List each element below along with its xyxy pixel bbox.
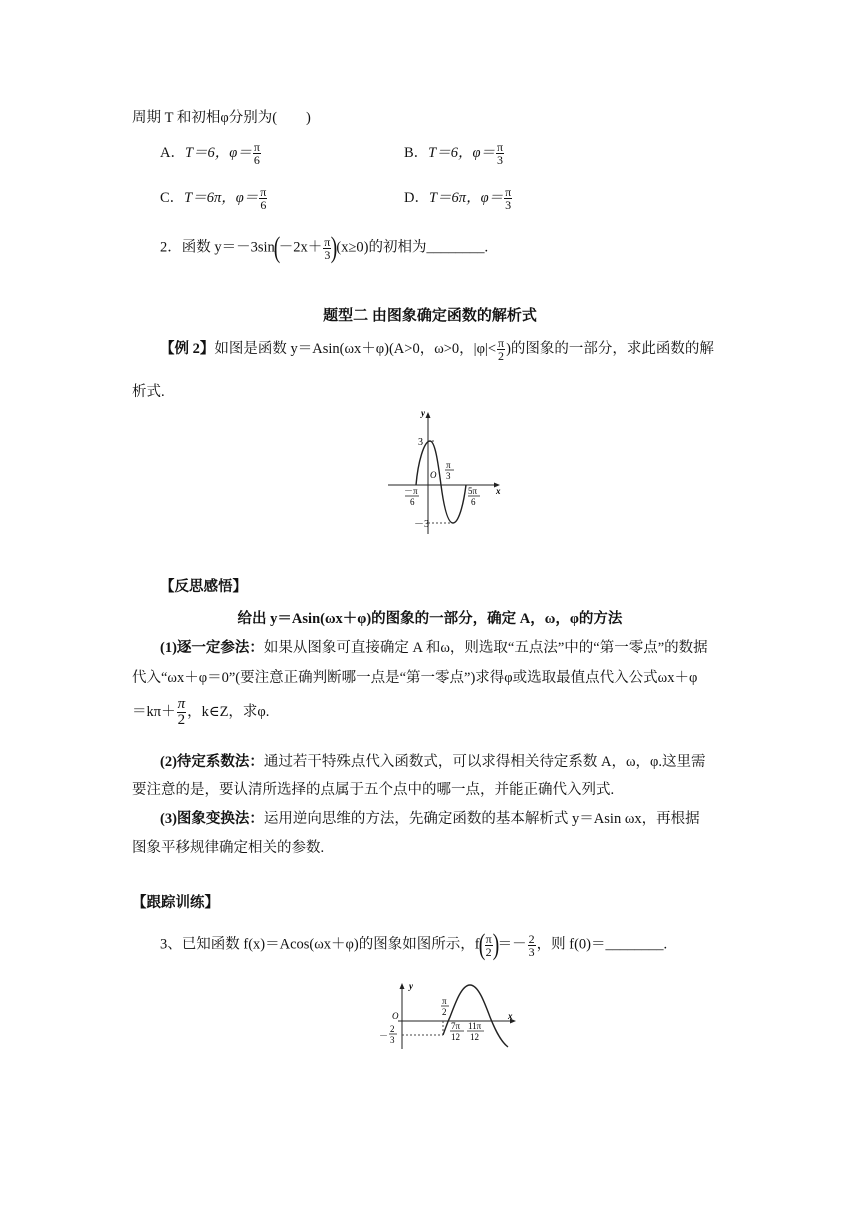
neg-pi-6-num: －π (404, 486, 418, 496)
pi-3-num: π (446, 460, 451, 470)
five-pi-6-num: 5π (468, 486, 478, 496)
max-label: 3 (418, 437, 423, 448)
sine-graph-figure (384, 406, 508, 536)
min-label: －3 (414, 519, 429, 530)
q1-stem: 周期 T 和初相φ分别为( ) (132, 110, 311, 126)
neg-2-3-sign: － (379, 1031, 389, 1041)
option-b: B．T＝6，φ＝ $\frac{\pi}{3}$ (404, 140, 504, 168)
q3: 3、已知函数 f(x)＝Acos(ωx＋φ)的图象如图所示，f( $\frac{\pi}{2}$ )＝－ $\frac{2}{3}$ ，则 f(0)＝________. (160, 928, 668, 961)
sine-curve (416, 441, 466, 523)
pi-3-den: 3 (446, 471, 451, 481)
neg-2-3-num: 2 (390, 1024, 395, 1034)
track-title: 【跟踪训练】 (132, 895, 219, 911)
method-3: (3)图象变换法：运用逆向思维的方法，先确定函数的基本解析式 y＝Asin ωx，再根据 (160, 811, 700, 827)
method-1-line2: 代入“ωx＋φ＝0”(要注意正确判断哪一点是“第一零点”)求得φ或选取最值点代入公式ωx＋φ (132, 670, 698, 686)
y-axis-arrow (400, 983, 405, 989)
reflect-title: 【反思感悟】 (160, 579, 247, 595)
pi-2-den: 2 (442, 1007, 447, 1017)
example-2-line2: 析式. (132, 384, 165, 400)
option-d: D．T＝6π，φ＝ $\frac{\pi}{3}$ (404, 185, 512, 213)
eleven-pi-12-den: 12 (470, 1032, 479, 1042)
method-1: (1)逐一定参法：如果从图象可直接确定 A 和ω，则选取“五点法”中的“第一零点”的数据 (160, 640, 708, 656)
origin-label: O (392, 1011, 399, 1021)
y-label: y (409, 981, 413, 991)
method-2-line2: 要注意的是，要认清所选择的点属于五个点中的哪一点，并能正确代入列式. (132, 782, 615, 798)
option-c: C．T＝6π，φ＝ $\frac{\pi}{6}$ (160, 185, 267, 213)
seven-pi-12-num: 7π (451, 1021, 461, 1031)
origin-label: O (430, 470, 437, 480)
y-axis-arrow (426, 412, 431, 418)
seven-pi-12-den: 12 (451, 1032, 460, 1042)
method-1-line3: ＝kπ＋ $\frac{\pi}{2}$ ，k∈Z，求φ. (132, 696, 270, 728)
neg-pi-6-den: 6 (410, 497, 415, 507)
eleven-pi-12-num: 11π (468, 1021, 482, 1031)
option-a: A．T＝6，φ＝ $\frac{\pi}{6}$ (160, 140, 260, 168)
method-2: (2)待定系数法：通过若干特殊点代入函数式，可以求得相关待定系数 A，ω，φ.这里需 (160, 754, 706, 770)
neg-2-3-den: 3 (390, 1035, 395, 1045)
pi-2-num: π (442, 996, 447, 1006)
method-3-line2: 图象平移规律确定相关的参数. (132, 840, 325, 856)
x-label: x (508, 1011, 513, 1021)
method-title: 给出 y＝Asin(ωx＋φ)的图象的一部分，确定 A，ω，φ的方法 (237, 611, 623, 627)
x-label: x (496, 486, 501, 496)
q2: 2．函数 y＝－3sin(－2x＋ $\frac{\pi}{3}$ )(x≥0)的初相为________. (160, 231, 489, 264)
section-title: 题型二 由图象确定函数的解析式 (323, 308, 537, 324)
cosine-graph-figure (376, 977, 522, 1051)
example-2: 【例 2】如图是函数 y＝Asin(ωx＋φ)(A>0，ω>0，|φ|< $\frac{\pi}{2}$ )的图象的一部分，求此函数的解 (160, 336, 714, 364)
five-pi-6-den: 6 (471, 497, 476, 507)
y-label: y (421, 408, 425, 418)
